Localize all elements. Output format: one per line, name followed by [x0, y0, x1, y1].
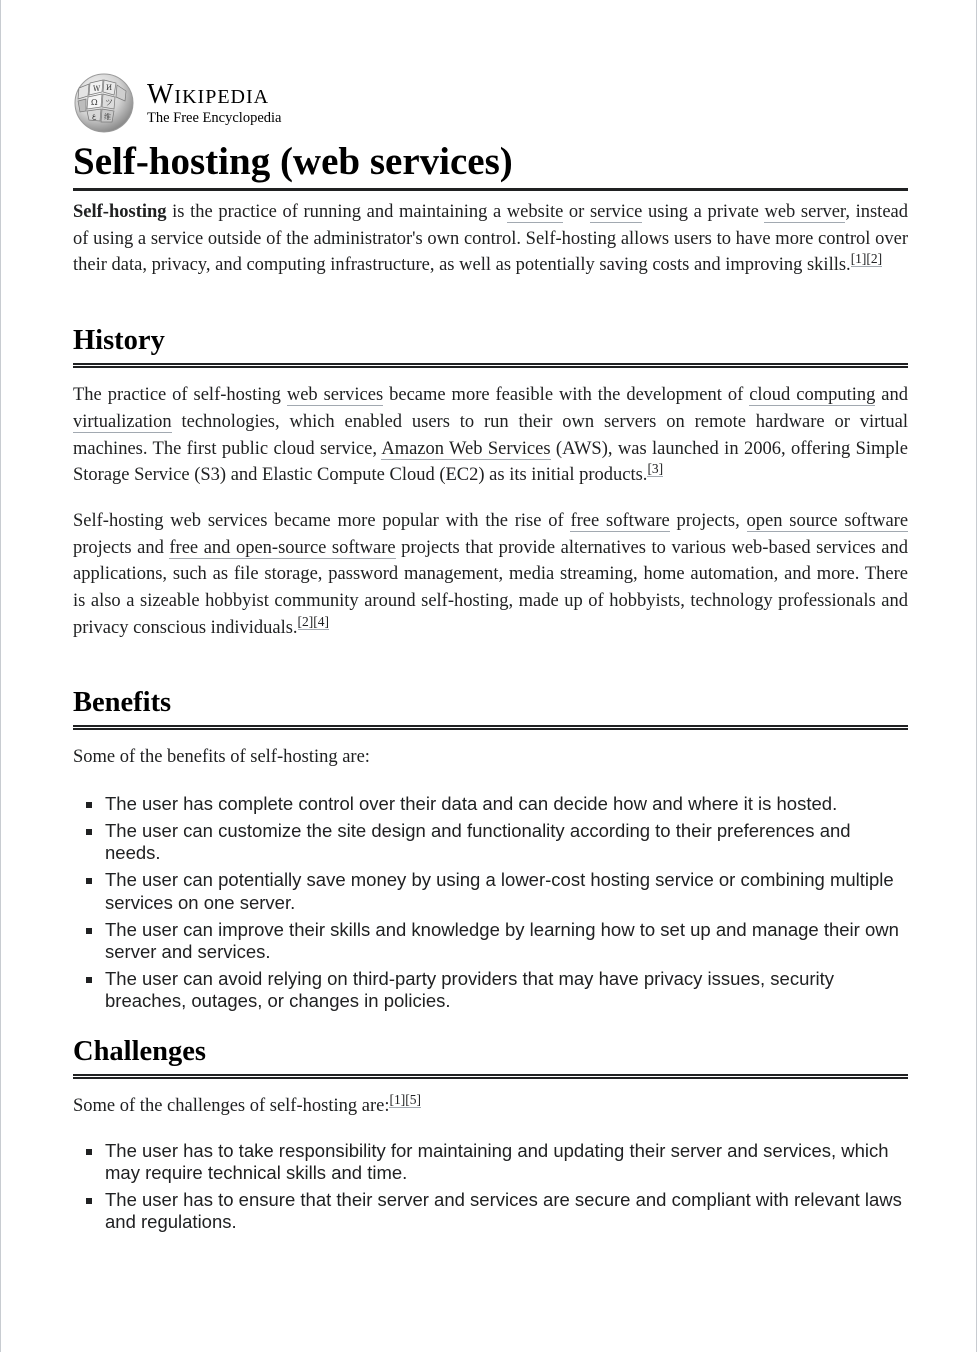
svg-text:Ω: Ω [91, 98, 98, 107]
svg-text:ツ: ツ [105, 98, 113, 107]
wikipedia-logo[interactable] [73, 72, 908, 134]
history-text: became more feasible with the development of [383, 385, 750, 406]
list-item: The user can customize the site design and functionality according to their preferences and needs. [73, 820, 908, 865]
citation[interactable]: [3] [647, 461, 664, 477]
section-heading-challenges: Challenges [73, 1034, 908, 1079]
challenges-list [73, 1140, 908, 1234]
link-web-server[interactable]: web server [764, 202, 846, 222]
history-text: projects that provide alternatives to various web-based services and applications, such as file storage, password management, media streaming, home automation, and more. There is also a sizeable hobbyist community around self-hosting, made up of hobbyists, technology professionals and privacy conscious individuals. [73, 537, 908, 638]
list-item: The user can avoid relying on third-party providers that may have privacy issues, security breaches, outages, or changes in policies. [73, 968, 908, 1013]
intro-paragraph [73, 199, 908, 279]
history-paragraph-2 [73, 508, 908, 642]
history-text: (AWS), was launched in 2006, offering Simple Storage Service (S3) and Elastic Compute Cloud (EC2) as its initial products. [73, 438, 909, 486]
link-virtualization[interactable]: virtualization [73, 411, 172, 432]
citation[interactable]: [2][4] [297, 613, 330, 629]
benefits-intro: Some of the benefits of self-hosting are: [73, 747, 370, 768]
section-heading-history: History [73, 323, 908, 368]
page-title: Self-hosting (web services) [73, 139, 908, 191]
link-amazon-web-services[interactable]: Amazon Web Services [381, 438, 551, 459]
intro-text: , instead of using a service outside of the administrator's own control. Self-hosting allows users to have more control over their data, privacy, and computing infrastructure, as well as potentially saving costs and improving skills. [73, 202, 908, 276]
history-paragraph-1 [73, 382, 908, 489]
intro-bold-term: Self-hosting [73, 202, 167, 222]
list-item: The user has to take responsibility for maintaining and updating their server and services, which may require technical skills and time. [73, 1140, 908, 1185]
citation[interactable]: [1][2] [850, 251, 883, 267]
history-text: The practice of self-hosting [73, 385, 287, 406]
citation[interactable]: [1][5] [389, 1091, 421, 1107]
intro-text: using a private [642, 202, 765, 222]
link-service[interactable]: service [589, 202, 643, 222]
challenges-intro-text: Some of the challenges of self-hosting are: [73, 1095, 390, 1116]
list-item: The user can improve their skills and knowledge by learning how to set up and manage their own server and services. [73, 919, 908, 964]
link-free-software[interactable]: free software [570, 510, 670, 531]
list-item: The user has complete control over their data and can decide how and where it is hosted. [73, 793, 908, 815]
history-text: projects, [669, 510, 747, 531]
intro-text: is the practice of running and maintaining a [166, 202, 507, 222]
link-open-source-software[interactable]: open source software [746, 510, 909, 531]
link-cloud-computing[interactable]: cloud computing [749, 385, 876, 406]
list-item: The user can potentially save money by using a lower-cost hosting service or combining multiple services on one server. [73, 869, 908, 914]
svg-text:W: W [93, 85, 101, 93]
history-text: technologies, which enabled users to run their own servers on remote hardware or virtual machines. The first public cloud service, [73, 411, 908, 459]
svg-text:维: 维 [104, 113, 111, 121]
svg-text:ع: ع [92, 112, 97, 120]
challenges-intro [73, 1093, 908, 1120]
svg-text:И: И [106, 84, 113, 92]
list-item: The user has to ensure that their server and services are secure and compliant with relevant laws and regulations. [73, 1189, 908, 1234]
link-website[interactable]: website [506, 202, 564, 222]
history-text: Self-hosting web services became more popular with the rise of [73, 510, 571, 531]
wordmark-title: Wikipedia [147, 79, 270, 110]
history-text: projects and [73, 537, 170, 558]
globe-icon [73, 72, 135, 134]
article [73, 72, 908, 1238]
wordmark [147, 79, 282, 126]
wordmark-subtitle: The Free Encyclopedia [147, 110, 282, 126]
history-text: and [875, 385, 909, 406]
benefits-list [73, 793, 908, 1013]
section-heading-benefits: Benefits [73, 685, 908, 730]
intro-text: or [563, 202, 590, 222]
link-foss[interactable]: free and open-source software [169, 537, 396, 558]
link-web-services[interactable]: web services [286, 385, 384, 406]
